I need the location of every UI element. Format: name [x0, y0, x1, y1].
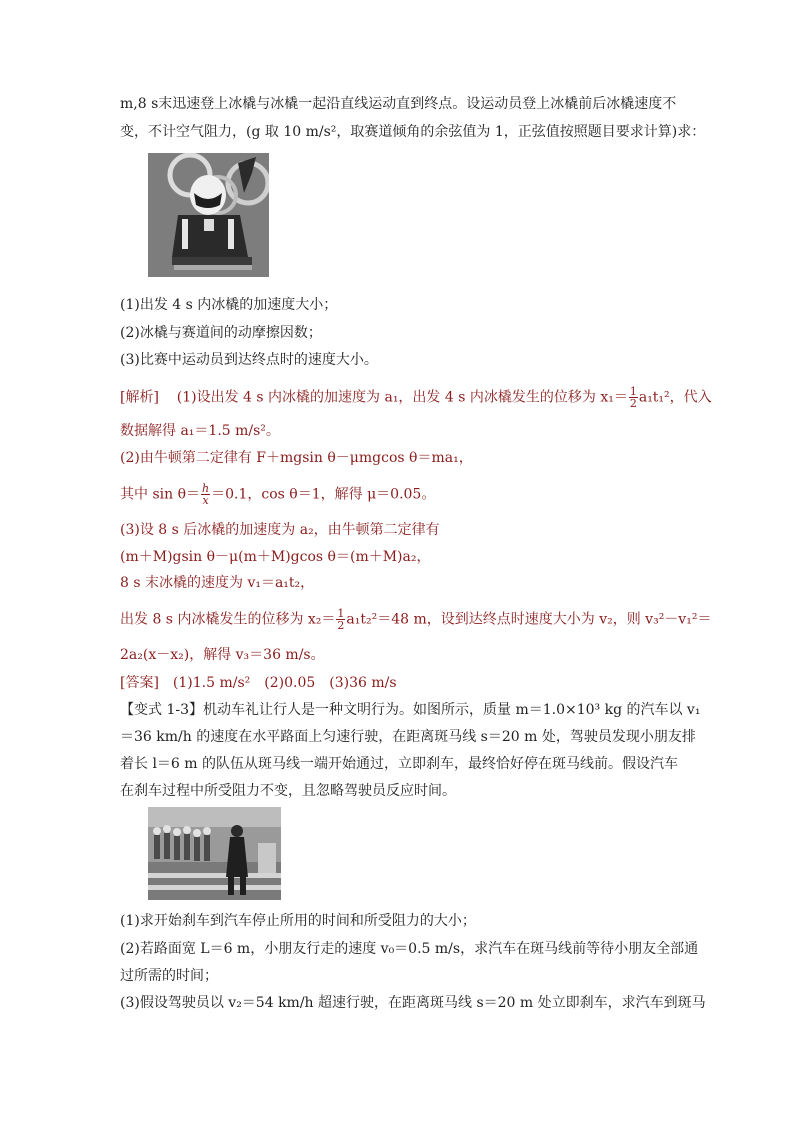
solution-line-7: 8 s 末冰橇的速度为 v₁＝a₁t₂，: [120, 575, 315, 591]
solution-line-8: 出发 8 s 内冰橇发生的位移为 x₂＝ $\frac{1}{2}$ a₁t₂²＝48 m，设到达终点时速度大小为 v₂，则 v₃²－v₁²＝: [120, 607, 712, 632]
fraction: $\frac{1}{2}$: [629, 385, 637, 410]
answer-line: [答案] (1)1.5 m/s² (2)0.05 (3)36 m/s: [120, 675, 397, 691]
solution-text: (1)设出发 4 s 内冰橇的加速度为 a₁，出发 4 s 内冰橇发生的位移为 x₁＝: [176, 389, 628, 406]
skeleton-athlete-photo: [148, 153, 269, 277]
fraction: $\frac{1}{2}$: [337, 607, 345, 632]
solution-line-9: 2a₂(x－x₂)，解得 v₃＝36 m/s。: [120, 647, 325, 663]
variant-line-1: 【变式 1-3】机动车礼让行人是一种文明行为。如图所示，质量 m＝1.0×10³ kg 的汽车以 v₁: [120, 702, 701, 718]
solution-line-3: (2)由牛顿第二定律有 F＋mgsin θ－μmgcos θ＝ma₁，: [120, 450, 473, 466]
fraction: $\frac{h}{x}$: [202, 482, 210, 507]
variant-line-2: ＝36 km/h 的速度在水平路面上匀速行驶，在距离斑马线 s＝20 m 处，驾驶员发现小朋友排: [120, 729, 696, 745]
intro-line-2: 变，不计空气阻力，(g 取 10 m/s²，取赛道倾角的余弦值为 1，正弦值按照题目要求计算)求：: [120, 124, 706, 140]
question-2-3: (3)假设驾驶员以 v₂＝54 km/h 超速行驶，在距离斑马线 s＝20 m 处立即刹车，求汽车到斑马: [120, 995, 706, 1011]
solution-line-1: [120, 386, 712, 409]
variant-line-3: 着长 l＝6 m 的队伍从斑马线一端开始通过，立即刹车，最终恰好停在斑马线前。假设汽车: [120, 756, 679, 772]
variant-line-4: 在刹车过程中所受阻力不变，且忽略驾驶员反应时间。: [120, 783, 456, 799]
solution-line-5: (3)设 8 s 后冰橇的加速度为 a₂，由牛顿第二定律有: [120, 522, 440, 538]
question-1-3: (3)比赛中运动员到达终点时的速度大小。: [120, 352, 378, 368]
solution-text: a₁t₁²，代入: [638, 389, 712, 406]
question-1-2: (2)冰橇与赛道间的动摩擦因数；: [120, 325, 322, 341]
intro-line-1: m,8 s末迅速登上冰橇与冰橇一起沿直线运动直到终点。设运动员登上冰橇前后冰橇速度不: [120, 96, 677, 112]
solution-line-4: 其中 sin θ＝ $\frac{h}{x}$ ＝0.1，cos θ＝1，解得 μ＝0.05。: [120, 482, 436, 507]
question-2-2a: (2)若路面宽 L＝6 m，小朋友行走的速度 v₀＝0.5 m/s，求汽车在斑马线前等待小朋友全部通: [120, 941, 699, 957]
solution-line-6: (m＋M)gsin θ－μ(m＋M)gcos θ＝(m＋M)a₂，: [120, 549, 431, 565]
solution-tag: [解析]: [120, 389, 159, 406]
solution-line-2: 数据解得 a₁＝1.5 m/s²。: [120, 423, 280, 439]
crosswalk-photo: [148, 807, 281, 900]
question-2-1: (1)求开始刹车到汽车停止所用的时间和所受阻力的大小；: [120, 913, 476, 929]
question-1-1: (1)出发 4 s 内冰橇的加速度大小；: [120, 297, 338, 313]
question-2-2b: 过所需的时间；: [120, 968, 218, 984]
